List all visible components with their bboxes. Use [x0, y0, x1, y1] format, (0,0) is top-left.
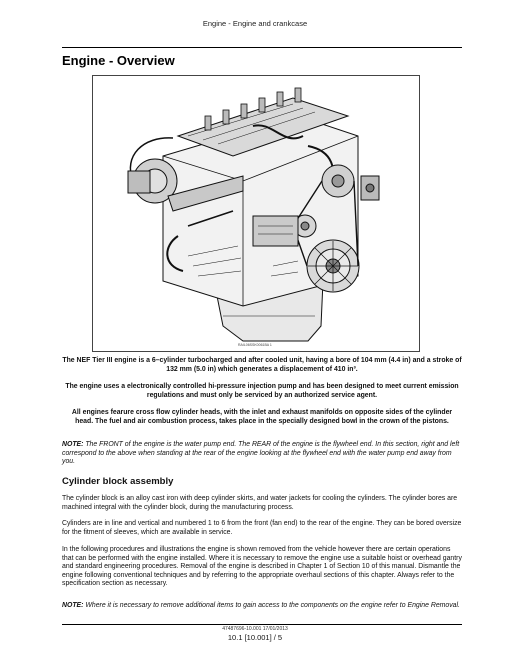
engine-drawing — [93, 76, 419, 351]
title-divider — [62, 47, 462, 48]
engine-illustration — [92, 75, 420, 352]
note-front-rear — [62, 441, 462, 467]
cylinder-block-paragraph-3: In the following procedures and illustrations the engine is shown removed from the vehicle however there are certain operations that can be performed with the engine installed. Where it is necessary to remove the engine use a suitable hoist or overhead gantry and standard engineering procedures. Removal of the engine is described in Chapter 1 of Section 10 of this manual. Dismantle the engine following conventional techniques and by referring to the appropriate overhaul sections of this chapter. Always refer to the specification section as necessary. — [62, 546, 462, 588]
note-text: Where it is necessary to remove additional items to gain access to the components on the engine refer to Engine Removal. — [83, 602, 460, 609]
page-number: 10.1 [10.001] / 5 — [227, 633, 283, 642]
footer-reference: 47487696-10.001 17/01/2013 — [222, 626, 288, 632]
note-label: NOTE: — [62, 602, 84, 609]
running-header: Engine - Engine and crankcase — [202, 19, 308, 28]
intro-paragraph-2: The engine uses a electronically controlled hi-pressure injection pump and has been designed to meet current emission regulations and must only be serviced by an authorized service agent. — [65, 383, 459, 399]
note-text: The FRONT of the engine is the water pump end. The REAR of the engine is the flywheel end. In this section, right and left correspond to the above when standing at the rear of the engine looking at the flywheel end with the water pump end away from you. — [62, 441, 460, 466]
page-title: Engine - Overview — [62, 53, 175, 68]
note-label: NOTE: — [62, 441, 84, 448]
footer-divider — [62, 624, 462, 625]
cylinder-block-paragraph-1: The cylinder block is an alloy cast iron with deep cylinder skirts, and water jackets for cooling the cylinders. The cylinder bores are machined integral with the cylinder block, during the manufacturing process. — [62, 495, 458, 511]
intro-paragraph-3: All engines fearure cross flow cylinder heads, with the inlet and exhaust manifolds on opposite sides of the cylinder head. The fuel and air combustion process, takes place in the specially designed bowl in the crown of the pistons. — [71, 409, 453, 425]
intro-paragraph-1: The NEF Tier III engine is a 6–cylinder turbocharged and after cooled unit, having a bore of 104 mm (4.4 in) and a stroke of 132 mm (5.0 in) which generates a displacement of 410 in³. — [62, 357, 462, 373]
note-removal — [62, 602, 462, 611]
figure-id: RAIL06SSK0061BA 1 — [238, 343, 272, 347]
cylinder-block-paragraph-2: Cylinders are in line and vertical and numbered 1 to 6 from the front (fan end) to the rear of the engine. They can be bored oversize for the fitment of sleeves, which are available in service. — [62, 520, 462, 536]
section-heading: Cylinder block assembly — [62, 476, 174, 487]
